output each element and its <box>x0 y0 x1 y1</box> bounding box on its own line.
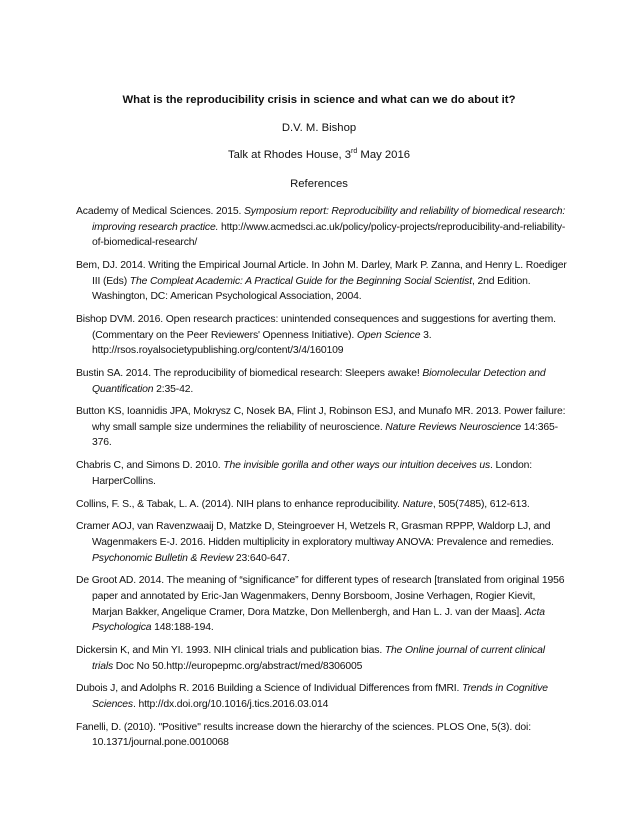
talk-ordinal-suffix: rd <box>351 148 358 156</box>
reference-italic-text: Psychonomic Bulletin & Review <box>92 552 234 564</box>
reference-italic-text: Acta Psychologica <box>92 606 545 634</box>
reference-italic-text: Nature Reviews Neuroscience <box>385 421 522 433</box>
reference-list <box>76 204 568 758</box>
reference-entry <box>76 366 568 397</box>
reference-text: Bustin SA. 2014. The reproducibility of biomedical research: Sleepers awake! <box>76 367 423 379</box>
reference-text: Dickersin K, and Min YI. 1993. NIH clinical trials and publication bias. <box>76 644 385 656</box>
reference-italic-text: Nature <box>402 498 433 510</box>
reference-italic-text: The Compleat Academic: A Practical Guide for the Beginning Social Scientist <box>129 275 472 287</box>
references-heading: References <box>290 178 348 190</box>
reference-text: Fanelli, D. (2010). "Positive" results increase down the hierarchy of the sciences. PLOS One, 5(3). doi: 10.1371/journal.pone.0010068 <box>76 721 531 749</box>
reference-entry <box>76 720 568 751</box>
reference-text: Cramer AOJ, van Ravenzwaaij D, Matzke D, Steingroever H, Wetzels R, Grasman RPPP, Waldorp LJ, and Wagenmakers E-J. 2016. Hidden multiplicity in exploratory multiway ANOVA: Prevalence and remedies. <box>76 521 554 548</box>
reference-text: Academy of Medical Sciences. 2015. <box>76 206 245 217</box>
reference-entry <box>76 458 568 489</box>
reference-italic-text: Open Science <box>356 329 421 341</box>
reference-text: Collins, F. S., & Tabak, L. A. (2014). NIH plans to enhance reproducibility. <box>76 498 403 510</box>
reference-text: Bishop DVM. 2016. Open research practices: unintended consequences and suggestions for averting them. (Commentary on the Peer Reviewers' Openness Initiative). <box>76 313 556 341</box>
reference-italic-text: Trends in Cognitive Sciences <box>92 683 548 710</box>
talk-text: Talk at Rhodes House, 3 <box>227 149 352 161</box>
reference-entry <box>76 573 568 635</box>
reference-text: Chabris C, and Simons D. 2010. <box>76 460 224 472</box>
document-title: What is the reproducibility crisis in science and what can we do about it? <box>122 94 516 106</box>
reference-entry <box>76 312 568 359</box>
reference-entry <box>76 519 568 566</box>
reference-text: Dubois J, and Adolphs R. 2016 Building a Science of Individual Differences from fMRI. <box>76 683 463 695</box>
reference-entry <box>76 204 568 251</box>
reference-entry <box>76 643 568 674</box>
author-name: D.V. M. Bishop <box>281 122 357 134</box>
reference-text: 3. http://rsos.royalsocietypublishing.org/content/3/4/160109 <box>92 329 432 357</box>
reference-italic-text: The Online journal of current clinical trials <box>92 644 545 672</box>
reference-text: 148:188-194. <box>151 622 214 634</box>
reference-text: De Groot AD. 2014. The meaning of “significance” for different types of research [translated from original 1956 paper and annotated by Eric-Jan Wagenmakers, Denny Borsboom, Josine Verhagen, Rogier Kievit, Marjan Bakker, Angelique Cramer, Dora Matzke, Don Mellenbergh, and Han L. J. van der Maas]. <box>76 575 565 618</box>
reference-entry <box>76 404 568 451</box>
reference-text: 23:640-647. <box>233 552 290 564</box>
reference-entry <box>76 258 568 305</box>
reference-text: Bem, DJ. 2014. Writing the Empirical Journal Article. In John M. Darley, Mark P. Zanna, and Henry L. Roediger III (Eds) <box>76 259 567 287</box>
talk-info <box>0 149 638 161</box>
reference-text: 14:365-376. <box>92 421 558 449</box>
reference-entry <box>76 497 568 513</box>
reference-entry <box>76 681 568 712</box>
reference-italic-text: Biomolecular Detection and Quantification <box>92 367 546 395</box>
reference-text: 2:35-42. <box>153 383 194 395</box>
talk-date: May 2016 <box>357 149 411 161</box>
reference-text: Doc No 50.http://europepmc.org/abstract/med/8306005 <box>113 660 363 672</box>
reference-text: . http://dx.doi.org/10.1016/j.tics.2016.03.014 <box>132 698 329 710</box>
reference-italic-text: Symposium report: Reproducibility and reliability of biomedical research: improving research practice. <box>92 206 566 233</box>
reference-text: . London: HarperCollins. <box>92 460 533 487</box>
reference-italic-text: The invisible gorilla and other ways our intuition deceives us <box>223 460 491 472</box>
reference-text: Button KS, Ioannidis JPA, Mokrysz C, Nosek BA, Flint J, Robinson ESJ, and Munafo MR. 2013. Power failure: why small sample size undermines the reliability of neuroscience. <box>76 406 566 433</box>
reference-text: , 2nd Edition. Washington, DC: American Psychological Association, 2004. <box>92 275 531 303</box>
reference-text: , 505(7485), 612-613. <box>432 498 530 510</box>
reference-text: http://www.acmedsci.ac.uk/policy/policy-projects/reproducibility-and-reliability-of-biomedical-research/ <box>92 221 566 249</box>
